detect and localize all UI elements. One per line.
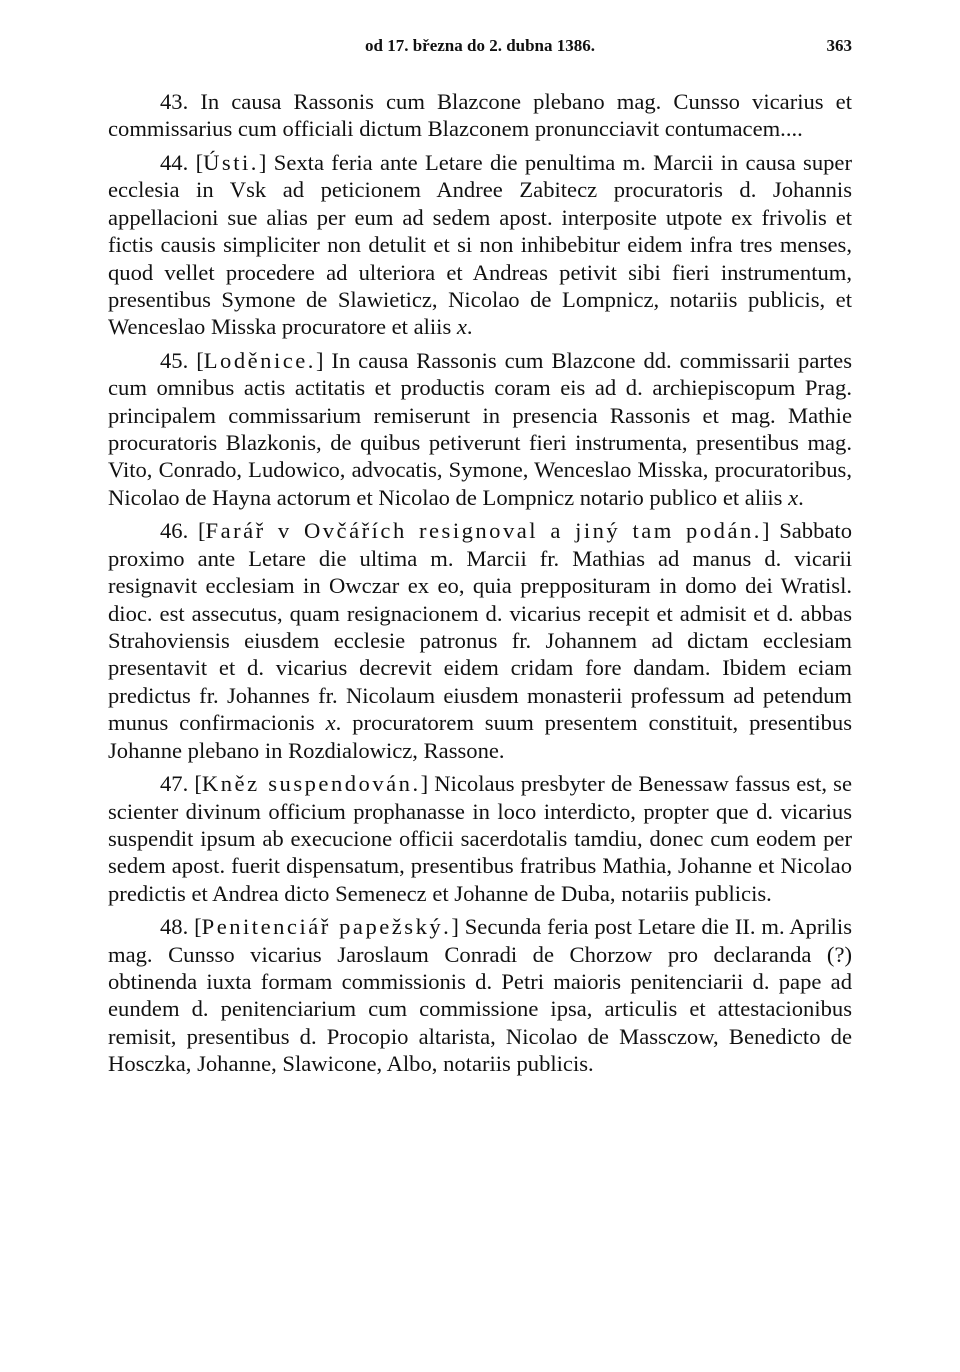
entry-46 [108,517,852,764]
bracket-open: [ [188,149,204,175]
place-heading: Penitenciář papežský. [201,914,452,940]
page-number: 363 [826,36,852,55]
entry-text: Sabbato proximo ante Letare die ultima m. Marcii fr. Mathias ad manus d. vicarii resignavit ecclesiam in Owczar ex eo, quia prepposituram in domo dei Wratisl. dioc. est assecutus, quam resignacionem d. vicarius recepit et admisit et d. abbas Strahoviensis eiusdem ecclesie patronus fr. Johannem ad dictam ecclesiam presentavit et d. vicarius decrevit eidem cridam fore dandam. Ibidem eciam predictus fr. Johannes fr. Nicolaum eiusdem monasterii professum ad petendum munus confirmacionis [108,518,852,736]
place-heading: Ústi. [203,149,259,175]
entry-number: 46. [160,518,189,544]
running-title: od 17. března do 2. dubna 1386. [364,36,596,55]
bracket-close: ] [258,149,267,175]
place-heading: Kněz suspendován. [201,771,421,797]
entry-text: In causa Rassonis cum Blazcone plebano mag. Cunsso vicarius et commissarius cum officiali dictum Blazconem pronuncciavit contumacem.... [108,89,852,142]
entry-text-end: . procuratorem suum presentem constituit, presentibus Johanne plebano in Rozdialowicz, Rassone. [108,710,853,763]
entry-47 [108,770,852,907]
entry-text-end: . [466,314,473,340]
etcetera-mark: x [456,314,467,340]
bracket-open: [ [188,518,206,544]
entry-44 [108,149,852,341]
entry-text: In causa Rassonis cum Blazcone dd. commissarii partes cum omnibus actis actitatis et productis coram eis ad d. archiepiscopum Prag. principalem commissarium remiserunt in presencia Rassonis et mag. Mathie procuratoris Blazkonis, de quibus petiverunt fieri instrumenta, presentibus mag. Vito, Conrado, Ludowico, advocatis, Symone, Wenceslao Misska, procuratoribus, Nicolao de Hayna actorum et Nicolao de Lompnicz notario publico et aliis [108,347,852,510]
entry-number: 47. [160,771,189,797]
bracket-close: ] [315,347,324,373]
entry-number: 43. [160,89,189,114]
entry-43 [108,88,852,143]
place-heading: Farář v Ovčářích resignoval a jiný tam podán. [205,518,762,544]
entry-number: 44. [160,149,189,175]
bracket-open: [ [188,347,204,373]
entry-48 [108,913,852,1078]
entry-number: 48. [160,914,189,940]
entry-text: Secunda feria post Letare die II. m. Aprilis mag. Cunsso vicarius Jaroslaum Conradi de Chorzow pro declaranda (?) obtinenda iuxta formam commissionis d. Petri maioris penitenciarii d. pape ad eundem d. penitenciarium cum commissione ipsa, articulis et attestacionibus remisit, presentibus d. Procopio altarista, Nicolao de Massczow, Benedicto de Hosczka, Johanne, Slawicone, Albo, notariis publicis. [108,914,852,1077]
entry-text-end: . [798,484,804,510]
bracket-close: ] [451,914,459,940]
entry-45 [108,347,852,512]
bracket-open: [ [188,914,202,940]
etcetera-mark: x [325,710,336,736]
document-body [108,88,852,1078]
bracket-close: ] [420,771,429,797]
entry-text: Nicolaus presbyter de Benessaw fassus est, se scienter divinum officium prophanasse in loco interdicto, propter que d. vicarius suspendit ipsum ab execucione officii sacerdotalis tamdiu, donec cum eodem per sedem apost. fuerit dispensatum, presentibus fratribus Mathia, Johanne et Nicolao predictis et Andrea dicto Semenecz et Johanne de Duba, notariis publicis. [108,771,852,906]
bracket-close: ] [761,518,770,544]
entry-number: 45. [160,347,189,373]
entry-text: Sexta feria ante Letare die penultima m. Marcii in causa super ecclesia in Vsk ad peticionem Andree Zabitecz procuratoris d. Johannis appellacioni sue alias per eum ad sedem apost. interposite utpote ex frivolis et fictis causis simpliciter non detulit et si non inhibebitur eidem infra tres menses, quod vellet procedere ad ulteriora et Andreas petivit sibi fieri instrumentum, presentibus Symone de Slawieticz, Nicolao de Lompnicz, notariis publicis, et Wenceslao Misska procuratore et aliis [108,149,852,340]
bracket-open: [ [188,771,202,797]
place-heading: Loděnice. [203,347,316,373]
running-header [108,36,852,60]
etcetera-mark: x [788,484,799,510]
